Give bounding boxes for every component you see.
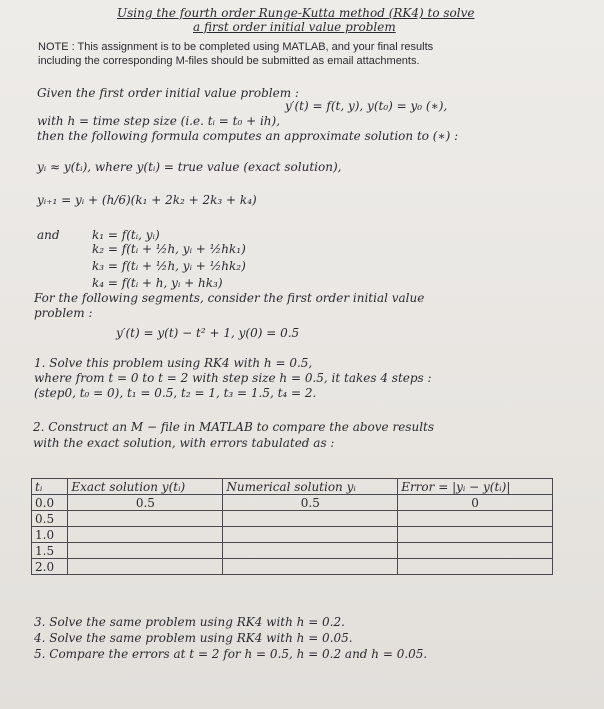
cell-exact: [68, 543, 223, 559]
header-t: tᵢ: [32, 479, 68, 495]
cell-numerical: [223, 559, 398, 575]
table-header-row: [32, 479, 553, 495]
cell-error: [398, 527, 553, 543]
task-2-line-1: 2. Construct an M − file in MATLAB to compare the above results: [33, 420, 435, 434]
table-row: [32, 527, 553, 543]
cell-exact: [68, 511, 223, 527]
title-line-1: Using the fourth order Runge-Kutta method (RK4) to solve: [117, 6, 475, 20]
step-size-text: with h = time step size (i.e. tᵢ = t₀ + ih),: [37, 114, 281, 128]
k2-formula: k₂ = f(tᵢ + ½h, yᵢ + ½hk₁): [92, 242, 246, 256]
given-text: Given the first order initial value problem :: [37, 86, 299, 100]
cell-exact: [68, 559, 223, 575]
table-row: [32, 543, 553, 559]
and-label: and: [37, 228, 60, 242]
table-row: [32, 511, 553, 527]
note-line-2: including the corresponding M-files should be submitted as email attachments.: [38, 55, 420, 67]
cell-exact: 0.5: [68, 495, 223, 511]
task-5: 5. Compare the errors at t = 2 for h = 0.5, h = 0.2 and h = 0.05.: [34, 647, 428, 661]
problem-line-2: problem :: [34, 306, 93, 320]
cell-error: [398, 511, 553, 527]
task-3: 3. Solve the same problem using RK4 with h = 0.2.: [34, 615, 345, 629]
task-1-line-1: 1. Solve this problem using RK4 with h = 0.5,: [34, 356, 313, 370]
ode-definition: y′(t) = f(t, y), y(t₀) = y₀ (∗),: [285, 99, 448, 113]
cell-error: [398, 559, 553, 575]
cell-t: 0.0: [32, 495, 68, 511]
task-2-line-2: with the exact solution, with errors tabulated as :: [33, 436, 335, 450]
k3-formula: k₃ = f(tᵢ + ½h, yᵢ + ½hk₂): [92, 259, 246, 273]
problem-ode: y′(t) = y(t) − t² + 1, y(0) = 0.5: [116, 326, 300, 340]
cell-error: 0: [398, 495, 553, 511]
cell-t: 1.5: [32, 543, 68, 559]
header-numerical: Numerical solution yᵢ: [223, 479, 398, 495]
cell-numerical: [223, 527, 398, 543]
title-line-2: a first order initial value problem: [193, 20, 396, 34]
task-1-line-3: (step0, t₀ = 0), t₁ = 0.5, t₂ = 1, t₃ = 1.5, t₄ = 2.: [34, 386, 317, 400]
cell-numerical: 0.5: [223, 495, 398, 511]
cell-t: 0.5: [32, 511, 68, 527]
header-error: Error = |yᵢ − y(tᵢ)|: [398, 479, 553, 495]
task-1-line-2: where from t = 0 to t = 2 with step size h = 0.5, it takes 4 steps :: [34, 371, 432, 385]
problem-line-1: For the following segments, consider the first order initial value: [34, 291, 425, 305]
note-line-1: NOTE : This assignment is to be completed using MATLAB, and your final results: [38, 41, 434, 53]
table-row: [32, 559, 553, 575]
cell-exact: [68, 527, 223, 543]
cell-error: [398, 543, 553, 559]
task-4: 4. Solve the same problem using RK4 with h = 0.05.: [34, 631, 353, 645]
k1-formula: k₁ = f(tᵢ, yᵢ): [92, 228, 160, 242]
approximation-text: yᵢ ≈ y(tᵢ), where y(tᵢ) = true value (exact solution),: [37, 160, 342, 174]
cell-numerical: [223, 543, 398, 559]
error-table: [31, 478, 553, 575]
formula-intro-text: then the following formula computes an approximate solution to (∗) :: [37, 129, 459, 143]
cell-numerical: [223, 511, 398, 527]
cell-t: 2.0: [32, 559, 68, 575]
k4-formula: k₄ = f(tᵢ + h, yᵢ + hk₃): [92, 276, 223, 290]
header-exact: Exact solution y(tᵢ): [68, 479, 223, 495]
cell-t: 1.0: [32, 527, 68, 543]
rk4-formula: yᵢ₊₁ = yᵢ + (h/6)(k₁ + 2k₂ + 2k₃ + k₄): [37, 193, 257, 207]
table-row: [32, 495, 553, 511]
